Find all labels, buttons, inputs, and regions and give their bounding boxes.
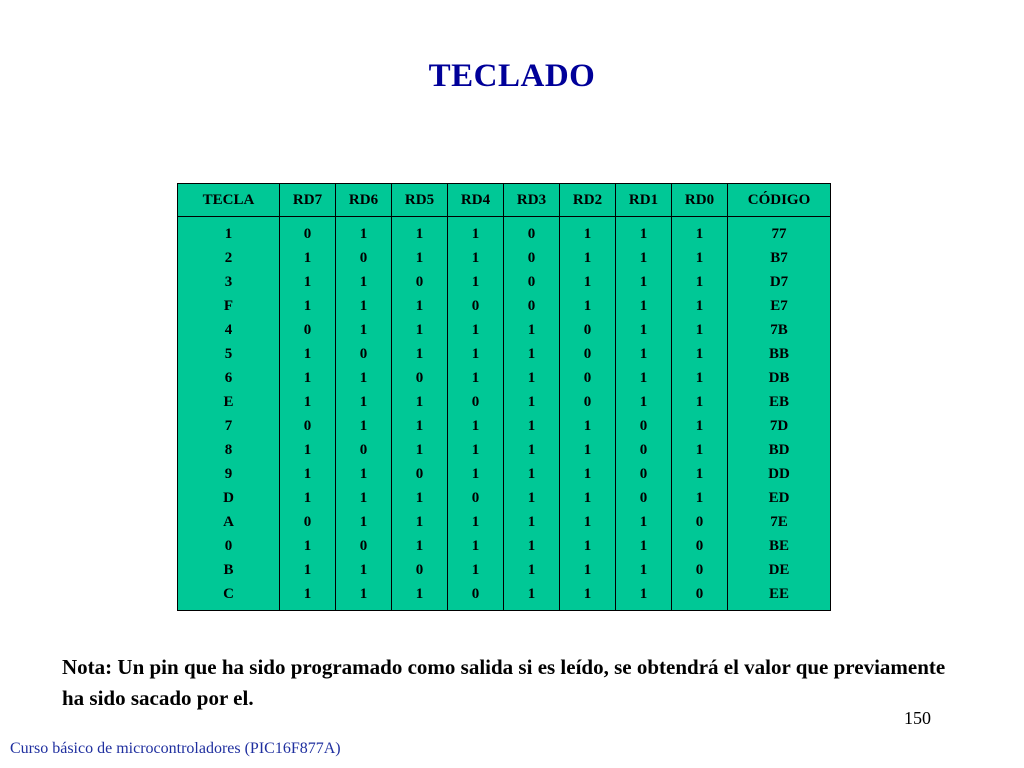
table-cell-value: DD <box>768 466 790 482</box>
table-cell-value: 1 <box>359 298 368 314</box>
table-cell-value: 1 <box>359 394 368 410</box>
table-cell-value: 1 <box>583 442 592 458</box>
table-cell-value: 1 <box>695 226 704 242</box>
table-cell-value: 0 <box>359 250 368 266</box>
table-cell-value: 8 <box>224 442 233 458</box>
table-cell-value: ED <box>768 490 790 506</box>
header-tecla: TECLA <box>178 184 280 217</box>
table-cell-value: 1 <box>415 322 424 338</box>
table-cell-value: 1 <box>415 538 424 554</box>
table-cell-value: D7 <box>769 274 789 290</box>
table-cell-value: 1 <box>471 322 480 338</box>
table-cell-value: 1 <box>695 346 704 362</box>
table-cell-value: 1 <box>583 562 592 578</box>
table-cell-value: 1 <box>415 490 424 506</box>
table-cell-value: 0 <box>415 370 424 386</box>
table-cell-value: 1 <box>639 586 648 602</box>
table-cell-value: 0 <box>639 418 648 434</box>
table-cell-value: 6 <box>224 370 233 386</box>
table-cell-value: 1 <box>695 298 704 314</box>
keypad-table-container <box>177 183 831 611</box>
table-cell-value: 1 <box>639 514 648 530</box>
header-rd2: RD2 <box>560 184 616 217</box>
table-cell-value: 1 <box>583 586 592 602</box>
table-cell-value: 1 <box>527 346 536 362</box>
table-cell-value: 1 <box>303 490 312 506</box>
table-cell-value: 1 <box>639 394 648 410</box>
table-cell-value: 1 <box>415 394 424 410</box>
table-cell-value: 0 <box>224 538 233 554</box>
table-cell-value: 0 <box>303 418 312 434</box>
table-cell-value: 1 <box>695 442 704 458</box>
column-rd7 <box>280 217 336 611</box>
table-cell-value: 1 <box>471 562 480 578</box>
table-cell-value: 1 <box>303 346 312 362</box>
table-cell-value: 77 <box>771 226 787 242</box>
table-cell-value: 1 <box>527 394 536 410</box>
table-cell-value: 1 <box>527 586 536 602</box>
table-cell-value: 1 <box>471 370 480 386</box>
table-cell-value: 1 <box>527 514 536 530</box>
table-cell-value: 1 <box>583 538 592 554</box>
table-cell-value: 1 <box>359 514 368 530</box>
table-cell-value: 1 <box>695 274 704 290</box>
table-cell-value: 1 <box>359 274 368 290</box>
table-cell-value: 7D <box>769 418 789 434</box>
table-cell-value: 1 <box>527 370 536 386</box>
keypad-code-table <box>177 183 831 611</box>
table-cell-value: 5 <box>224 346 233 362</box>
column-tecla <box>178 217 280 611</box>
table-cell-value: 1 <box>583 418 592 434</box>
table-cell-value: 0 <box>471 394 480 410</box>
table-cell-value: 0 <box>471 298 480 314</box>
table-cell-value: 0 <box>639 466 648 482</box>
table-cell-value: 1 <box>303 562 312 578</box>
table-cell-value: 9 <box>224 466 233 482</box>
table-cell-value: 0 <box>303 322 312 338</box>
table-cell-value: 0 <box>639 490 648 506</box>
table-cell-value: 1 <box>695 322 704 338</box>
table-cell-value: EE <box>768 586 789 602</box>
table-cell-value: 1 <box>695 250 704 266</box>
column-rd2 <box>560 217 616 611</box>
header-rd6: RD6 <box>336 184 392 217</box>
table-cell-value: 1 <box>359 466 368 482</box>
table-cell-value: BB <box>768 346 789 362</box>
table-cell-value: 1 <box>303 466 312 482</box>
table-cell-value: 1 <box>224 226 233 242</box>
table-cell-value: 7E <box>770 514 788 530</box>
table-cell-value: 1 <box>359 370 368 386</box>
table-cell-value: 1 <box>639 274 648 290</box>
table-cell-value: B <box>223 562 234 578</box>
table-cell-value: 1 <box>527 562 536 578</box>
table-cell-value: 1 <box>359 418 368 434</box>
table-cell-value: 0 <box>527 274 536 290</box>
table-cell-value: 1 <box>639 538 648 554</box>
column-rd3 <box>504 217 560 611</box>
table-cell-value: 1 <box>359 562 368 578</box>
header-rd0: RD0 <box>672 184 728 217</box>
table-cell-value: E7 <box>770 298 788 314</box>
table-cell-value: 1 <box>415 514 424 530</box>
table-cell-value: 3 <box>224 274 233 290</box>
table-cell-value: 1 <box>359 322 368 338</box>
table-cell-value: E <box>223 394 234 410</box>
table-cell-value: 1 <box>583 298 592 314</box>
table-cell-value: DB <box>768 370 790 386</box>
table-cell-value: 1 <box>695 466 704 482</box>
table-cell-value: 1 <box>639 322 648 338</box>
table-cell-value: 1 <box>583 466 592 482</box>
table-cell-value: 1 <box>415 250 424 266</box>
table-cell-value: 0 <box>303 226 312 242</box>
table-cell-value: 1 <box>527 442 536 458</box>
table-cell-value: 1 <box>471 466 480 482</box>
table-cell-value: 1 <box>303 250 312 266</box>
page-number: 150 <box>904 708 931 728</box>
column-codigo <box>728 217 831 611</box>
table-cell-value: BD <box>768 442 790 458</box>
table-cell-value: 0 <box>471 586 480 602</box>
table-cell-value: 1 <box>695 418 704 434</box>
slide-title: TECLADO <box>428 58 596 94</box>
table-cell-value: D <box>223 490 234 506</box>
table-cell-value: 0 <box>583 394 592 410</box>
table-cell-value: 0 <box>527 298 536 314</box>
table-cell-value: 1 <box>415 298 424 314</box>
table-cell-value: 1 <box>303 298 312 314</box>
column-rd0 <box>672 217 728 611</box>
table-cell-value: 1 <box>583 274 592 290</box>
table-cell-value: 1 <box>415 586 424 602</box>
table-cell-value: 0 <box>583 370 592 386</box>
table-cell-value: 1 <box>471 538 480 554</box>
column-rd5 <box>392 217 448 611</box>
table-body-row <box>178 217 831 611</box>
table-cell-value: 1 <box>471 274 480 290</box>
table-cell-value: 0 <box>639 442 648 458</box>
table-cell-value: 1 <box>583 514 592 530</box>
table-cell-value: 1 <box>471 250 480 266</box>
table-cell-value: 0 <box>359 538 368 554</box>
header-rd3: RD3 <box>504 184 560 217</box>
table-header-row <box>178 184 831 217</box>
table-cell-value: 1 <box>695 370 704 386</box>
table-cell-value: 0 <box>471 490 480 506</box>
table-cell-value: 1 <box>639 346 648 362</box>
course-footer: Curso básico de microcontroladores (PIC16F877A) <box>10 740 341 757</box>
table-cell-value: 1 <box>695 490 704 506</box>
table-cell-value: 1 <box>527 418 536 434</box>
table-cell-value: 1 <box>527 538 536 554</box>
table-cell-value: C <box>223 586 234 602</box>
table-cell-value: 1 <box>415 346 424 362</box>
table-cell-value: 1 <box>359 226 368 242</box>
table-cell-value: B7 <box>770 250 788 266</box>
table-cell-value: 0 <box>695 562 704 578</box>
table-cell-value: 2 <box>224 250 233 266</box>
table-cell-value: 1 <box>583 490 592 506</box>
note-text: Nota: Un pin que ha sido programado como salida si es leído, se obtendrá el valor que previamente ha sido sacado por el. <box>62 655 946 710</box>
column-rd1 <box>616 217 672 611</box>
table-cell-value: F <box>223 298 234 314</box>
table-cell-value: 0 <box>583 322 592 338</box>
table-cell-value: 1 <box>415 418 424 434</box>
table-cell-value: 1 <box>527 466 536 482</box>
table-cell-value: 1 <box>303 442 312 458</box>
table-cell-value: 4 <box>224 322 233 338</box>
table-cell-value: 1 <box>415 442 424 458</box>
table-cell-value: 1 <box>359 586 368 602</box>
table-cell-value: 1 <box>471 418 480 434</box>
table-cell-value: 1 <box>303 394 312 410</box>
table-cell-value: 1 <box>639 370 648 386</box>
column-rd6 <box>336 217 392 611</box>
table-cell-value: EB <box>768 394 789 410</box>
table-cell-value: 1 <box>471 346 480 362</box>
header-codigo: CÓDIGO <box>728 184 831 217</box>
table-cell-value: 0 <box>527 226 536 242</box>
table-cell-value: 1 <box>527 322 536 338</box>
table-cell-value: 1 <box>303 274 312 290</box>
table-cell-value: 0 <box>695 514 704 530</box>
table-cell-value: 1 <box>471 442 480 458</box>
table-cell-value: 1 <box>415 226 424 242</box>
column-rd4 <box>448 217 504 611</box>
table-cell-value: 0 <box>359 346 368 362</box>
table-cell-value: 0 <box>583 346 592 362</box>
table-cell-value: 1 <box>639 226 648 242</box>
table-cell-value: 1 <box>359 490 368 506</box>
table-cell-value: 1 <box>639 250 648 266</box>
table-cell-value: 1 <box>471 514 480 530</box>
table-cell-value: 0 <box>415 466 424 482</box>
table-cell-value: 1 <box>471 226 480 242</box>
table-cell-value: 1 <box>639 562 648 578</box>
header-rd5: RD5 <box>392 184 448 217</box>
table-cell-value: 0 <box>527 250 536 266</box>
header-rd7: RD7 <box>280 184 336 217</box>
table-cell-value: 1 <box>527 490 536 506</box>
table-cell-value: 7B <box>770 322 788 338</box>
table-cell-value: 1 <box>583 226 592 242</box>
table-cell-value: 0 <box>415 562 424 578</box>
table-cell-value: 1 <box>695 394 704 410</box>
table-cell-value: 7 <box>224 418 233 434</box>
table-cell-value: 1 <box>583 250 592 266</box>
table-cell-value: 0 <box>695 586 704 602</box>
table-cell-value: A <box>223 514 234 530</box>
table-cell-value: 1 <box>303 586 312 602</box>
header-rd1: RD1 <box>616 184 672 217</box>
table-cell-value: 0 <box>415 274 424 290</box>
table-cell-value: DE <box>768 562 790 578</box>
table-cell-value: 1 <box>639 298 648 314</box>
table-cell-value: 1 <box>303 370 312 386</box>
table-cell-value: 1 <box>303 538 312 554</box>
header-rd4: RD4 <box>448 184 504 217</box>
table-cell-value: 0 <box>695 538 704 554</box>
table-cell-value: 0 <box>303 514 312 530</box>
table-cell-value: 0 <box>359 442 368 458</box>
table-cell-value: BE <box>768 538 789 554</box>
